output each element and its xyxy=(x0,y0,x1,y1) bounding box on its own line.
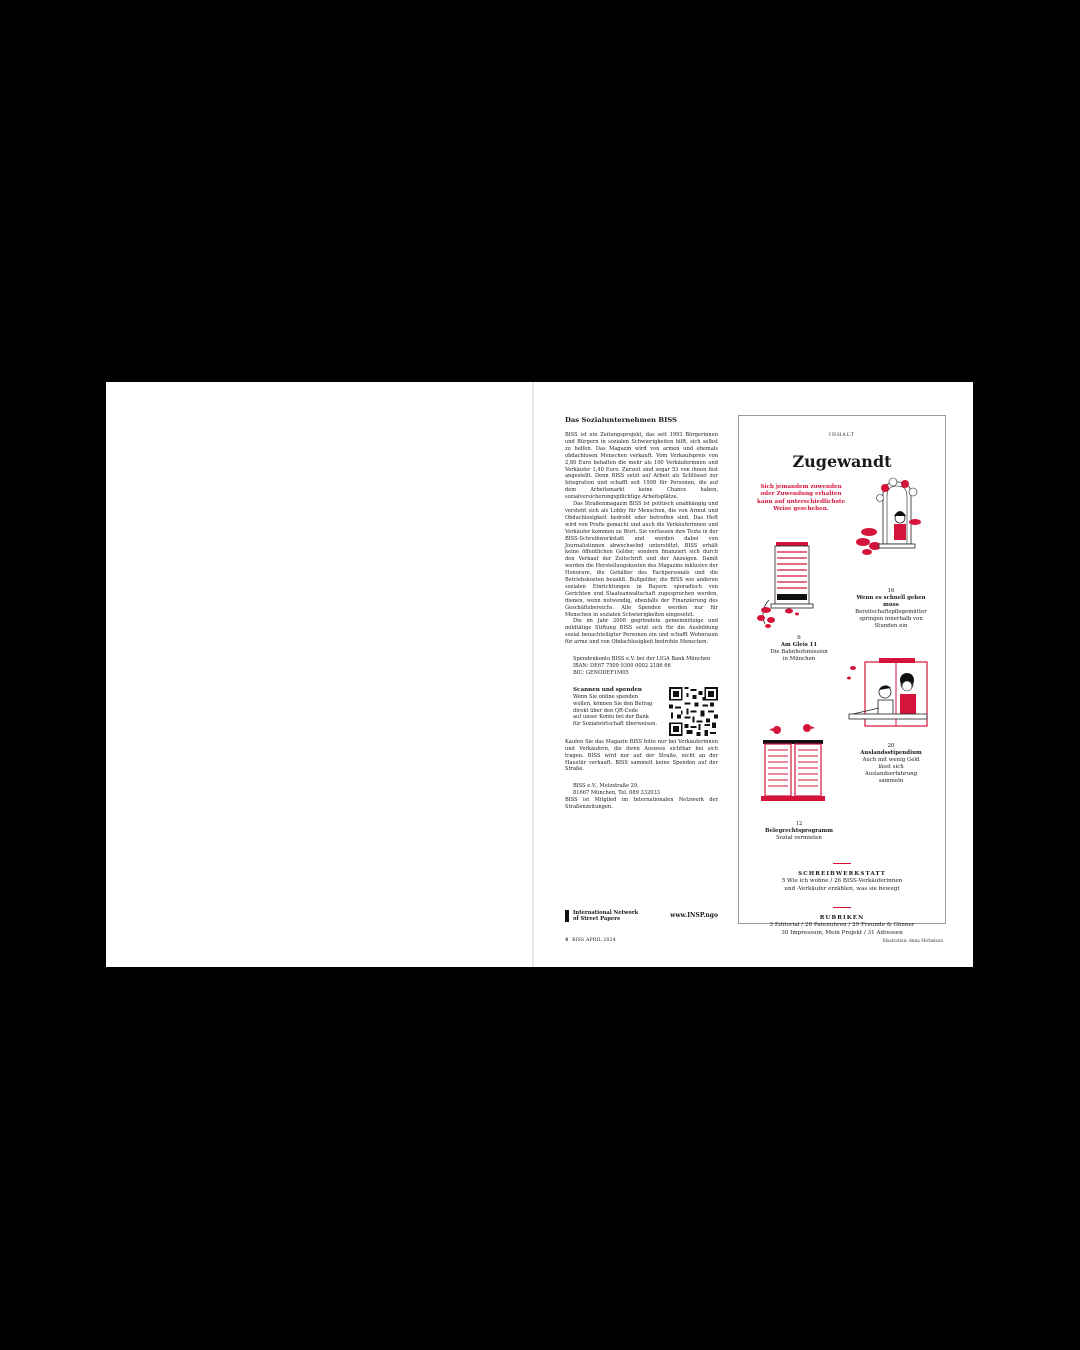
about-paragraph-2: Das Straßenmagazin BISS ist politisch unabhängig und versteht sich als Lobby für Menschen, die von Armut und Obdachlosigkeit bedroht oder betroffen sind. Das Heft wird von Profis gemacht und auch die Verkäuferinnen und Verkäufer kommen zu Wort. Sie verfassen ihre Texte in der BISS-Schreibwerkstatt und werden dabei von Journalistinnen abwechselnd unterstützt. BISS erhält keine öffentlichen Gelder, sondern finanziert sich durch den Verkauf der Zeitschrift und der Anzeigen. Damit werden die Herstellungskosten des Magazins inklusive der Honorare, die Gehälter des Fachpersonals und die Betriebskosten bezahlt. Bußgelder, die BISS wie anderen sozialen Einrichtungen in Bayern sporadisch von Gerichten und Staatsanwaltschaft zugesprochen werden, dienen, wenn notwendig, ebenfalls der Finanzierung des Geschäftsbereichs. Alle Spenden werden nur für Menschen in sozialen Schwierigkeiten eingesetzt. xyxy=(565,501,718,618)
page-footer xyxy=(565,938,616,943)
entry-title: Am Gleis 11 xyxy=(780,642,818,648)
entry-subtitle: Die Bahnhofsmission xyxy=(770,649,828,655)
illustration-blinds-window xyxy=(749,538,819,632)
entry-subtitle: Stunden ein xyxy=(874,623,908,629)
entry-title: Wenn es schnell gehen muss xyxy=(856,595,926,608)
illustration-people-window xyxy=(845,654,935,734)
section-heading: RUBRIKEN xyxy=(819,915,865,921)
entry-page-number: 20 xyxy=(887,743,895,749)
scan-to-donate xyxy=(565,687,718,739)
entry-page-number: 12 xyxy=(795,821,803,827)
section-schreibwerkstatt[interactable] xyxy=(739,871,945,893)
left-page-blank xyxy=(106,382,532,967)
section-line: 5 Wie ich wohne / 26 BISS-Verkäuferinnen xyxy=(781,878,903,885)
issue-label: BISS APRIL 2024 xyxy=(572,938,616,943)
contents-lede: Sich jemandem zuwenden oder Zuwendung erhalten kann auf unterschiedlichste Weise geschehen. xyxy=(756,484,846,513)
insp-block xyxy=(565,910,718,924)
entry-page-number: 6 xyxy=(797,635,801,641)
section-line: und -Verkäufer erzählen, was sie bewegt xyxy=(784,885,900,892)
entry-subtitle: springen innerhalb von xyxy=(859,616,923,622)
illustration-credit: Illustration: Anna Michelson xyxy=(882,938,943,943)
entry-subtitle: lässt sich xyxy=(878,764,904,770)
contents-box xyxy=(738,415,946,936)
entry-page-number: 16 xyxy=(887,588,895,594)
section-divider xyxy=(833,907,851,908)
insp-link[interactable]: www.INSP.ngo xyxy=(670,912,718,919)
section-divider xyxy=(833,863,851,864)
scan-line: Wenn Sie online spenden xyxy=(573,693,639,700)
scan-line: wollen, können Sie den Betrag xyxy=(573,700,653,707)
entry-title: Belegrechtsprogramm xyxy=(765,828,833,834)
entry-subtitle: in München xyxy=(782,656,816,662)
contents-entry[interactable] xyxy=(851,743,931,785)
magazine-spread xyxy=(106,382,973,967)
contents-entry[interactable] xyxy=(749,635,849,663)
entry-subtitle: Auslandserfahrung xyxy=(864,771,918,777)
donation-bic: BIC: GENODEF1M05 xyxy=(573,669,629,676)
entry-subtitle: Bereitschaftspflegemütter xyxy=(855,609,927,615)
insp-logo-icon xyxy=(565,910,569,922)
contents-entry[interactable] xyxy=(851,588,931,630)
entry-subtitle: sammeln xyxy=(878,778,904,784)
insp-name xyxy=(573,910,653,922)
contents-label: INHALT xyxy=(828,433,856,438)
scan-line: für Sozialwirtschaft überweisen. xyxy=(573,721,658,728)
entry-subtitle: Sozial vermieten xyxy=(776,835,822,841)
insp-name-line: of Street Papers xyxy=(573,916,620,922)
page-number: 4 xyxy=(565,938,569,943)
scan-line: direkt über den QR-Code xyxy=(573,707,638,714)
address xyxy=(573,783,718,797)
section-heading: SCHREIBWERKSTATT xyxy=(798,871,886,877)
about-paragraph-3: Die im Jahr 2008 gegründete gemeinnützige und mildtätige Stiftung BISS setzt sich für die Ausbildung sozial benachteiligter Personen ein und schafft Wohnraum für arme und von Obdachlosigkeit bedrohte Menschen. xyxy=(565,618,718,646)
address-line: 81667 München, Tel. 089 332033 xyxy=(573,790,660,797)
right-page xyxy=(534,382,973,967)
contents-entry[interactable] xyxy=(749,821,849,842)
qr-code-icon[interactable] xyxy=(669,687,718,736)
donation-bank: Spendenkonto BISS e.V. bei der LIGA Bank München xyxy=(573,656,711,663)
about-paragraph-1: BISS ist ein Zeitungsprojekt, das seit 1993 Bürgerinnen und Bürgern in sozialen Schwierigkeiten hilft, sich selbst zu helfen. Das Magazin wird von armen und ehemals obdachlosen Menschen verkauft. Vom Verkaufspreis von 2,80 Euro behalten die mehr als 100 Verkäuferinnen und Verkäufer 1,40 Euro. Zurzeit sind sogar 53 von ihnen fest angestellt. Denn BISS setzt auf Arbeit als Schlüssel zur Integration und schafft seit 1998 für Personen, die auf dem Arbeitsmarkt keine Chance haben, sozialversicherungspflichtige Arbeitsplätze. xyxy=(565,432,718,501)
illustration-shutter-window xyxy=(757,718,829,810)
address-line: BISS e.V., Metzstraße 29, xyxy=(573,783,639,790)
donation-account xyxy=(573,656,718,677)
section-line: 30 Impressum, Mein Projekt / 31 Adressen xyxy=(781,929,903,936)
membership-note: BISS ist Mitglied im Internationalen Netzwerk der Straßenzeitungen. xyxy=(565,797,718,811)
about-heading: Das Sozialunternehmen BISS xyxy=(565,416,677,424)
illustration-flower-window xyxy=(847,476,939,566)
section-line: 3 Editorial / 28 Patenuhren / 29 Freunde & Gönner xyxy=(769,922,915,929)
scan-heading: Scannen und spenden xyxy=(573,686,642,693)
about-column xyxy=(565,416,718,922)
entry-subtitle: Auch mit wenig Geld xyxy=(862,757,920,763)
section-rubriken[interactable] xyxy=(739,915,945,937)
scan-line: auf unser Konto bei der Bank xyxy=(573,714,649,721)
buy-note: Kaufen Sie das Magazin BISS bitte nur bei Verkäuferinnen und Verkäufern, die ihren Ausweis sichtbar bei sich tragen. BISS wird nur auf der Straße, nicht an der Haustür verkauft. BISS sammelt keine Spenden auf der Straße. xyxy=(565,738,718,773)
entry-title: Auslandsstipendium xyxy=(860,750,922,756)
donation-iban: IBAN: DE67 7509 0300 0002 2186 66 xyxy=(573,663,671,669)
scan-text xyxy=(573,687,673,728)
contents-title: Zugewandt xyxy=(792,452,892,471)
insp-name-line: International Network xyxy=(573,910,639,916)
